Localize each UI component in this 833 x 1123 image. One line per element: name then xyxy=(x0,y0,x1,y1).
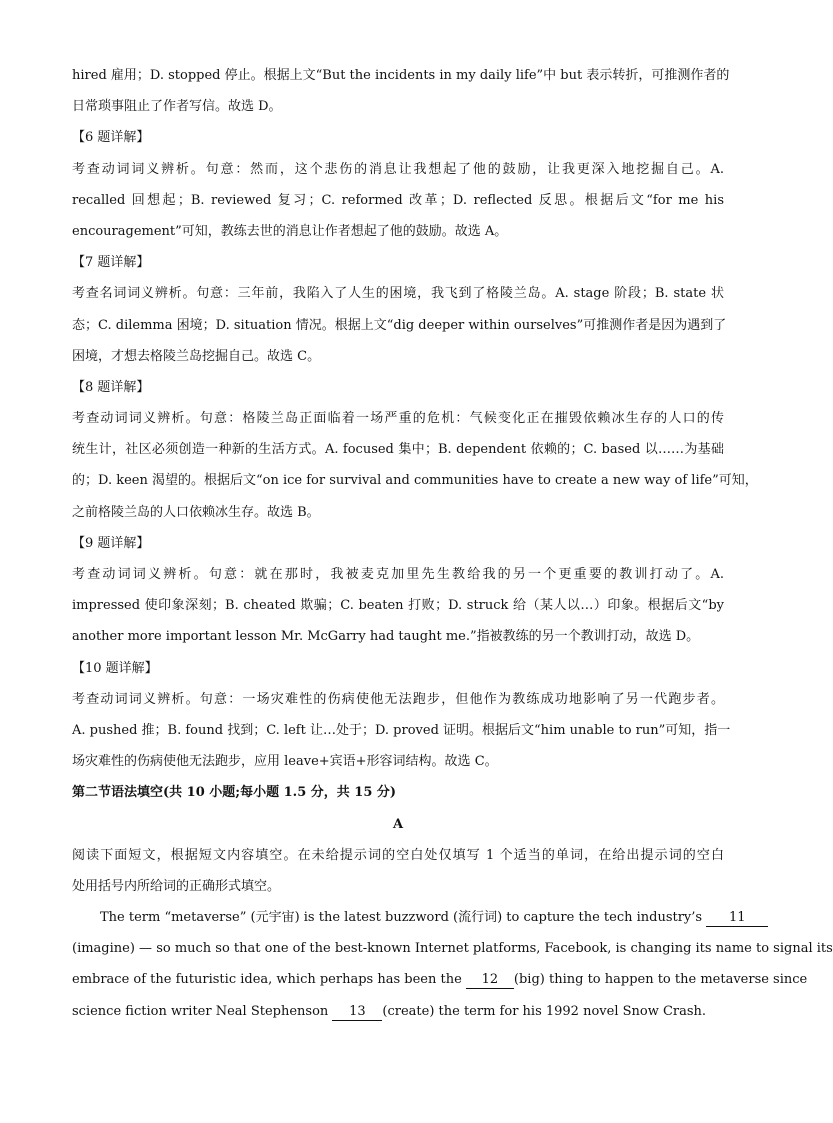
passage-line: (imagine) — so much so that one of the best-known Internet platforms, Facebook, is changing its name to signal its xyxy=(72,941,833,957)
section-title: 第二节语法填空(共 10 小题;每小题 1.5 分，共 15 分) xyxy=(72,785,397,801)
document-page xyxy=(72,60,833,1027)
q10-explanation-line: 考查动词词义辨析。句意：一场灾难性的伤病使他无法跑步，但他作为教练成功地影响了另一代跑步者。 xyxy=(72,691,724,707)
q10-explanation-line: 场灾难性的伤病使他无法跑步，应用 leave+宾语+形容词结构。故选 C。 xyxy=(72,754,498,770)
q10-heading: 【10 题详解】 xyxy=(72,660,158,676)
q6-heading: 【6 题详解】 xyxy=(72,130,150,146)
q5-explanation-line: 日常琐事阻止了作者写信。故选 D。 xyxy=(72,99,282,115)
q9-explanation-line: 考查动词词义辨析。句意：就在那时，我被麦克加里先生教给我的另一个更重要的教训打动了。A. xyxy=(72,567,724,582)
q8-heading: 【8 题详解】 xyxy=(72,379,150,395)
passage-line xyxy=(72,902,746,933)
q10-explanation-line: A. pushed 推；B. found 找到；C. left 让…处于；D. proved 证明。根据后文“him unable to run”可知，指一 xyxy=(72,722,731,738)
passage-line xyxy=(72,964,808,995)
passage-line xyxy=(72,996,724,1027)
blank-12: 12 xyxy=(466,972,514,989)
q6-explanation-line: encouragement”可知，教练去世的消息让作者想起了他的鼓励。故选 A。 xyxy=(72,223,508,239)
instructions-line: 阅读下面短文，根据短文内容填空。在未给提示词的空白处仅填写 1 个适当的单词，在给出提示词的空白 xyxy=(72,847,724,863)
passage-text: science fiction writer Neal Stephenson xyxy=(72,1003,333,1019)
q7-heading: 【7 题详解】 xyxy=(72,255,150,271)
passage-text: (create) the term for his 1992 novel Snow Crash. xyxy=(382,1003,707,1019)
passage-text: The term “metaverse” (元宇宙) is the latest buzzword (流行词) to capture the tech industry’s xyxy=(100,910,707,926)
q7-explanation-line: 态；C. dilemma 困境；D. situation 情况。根据上文“dig deeper within ourselves”可推测作者是因为遇到了 xyxy=(72,317,727,333)
q6-explanation-line: recalled 回想起；B. reviewed 复习；C. reformed 改革；D. reflected 反思。根据后文“for me his xyxy=(72,192,724,208)
part-label: A xyxy=(392,816,404,832)
q7-explanation-line: 考查名词词义辨析。句意：三年前，我陷入了人生的困境，我飞到了格陵兰岛。A. stage 阶段；B. state 状 xyxy=(72,286,724,302)
q5-explanation-line: hired 雇用；D. stopped 停止。根据上文“But the incidents in my daily life”中 but 表示转折，可推测作者的 xyxy=(72,68,730,83)
q8-explanation-line: 的；D. keen 渴望的。根据后文“on ice for survival and communities have to create a new way of life”可知， xyxy=(72,473,758,489)
q8-explanation-line: 之前格陵兰岛的人口依赖冰生存。故选 B。 xyxy=(72,504,320,520)
instructions-line: 处用括号内所给词的正确形式填空。 xyxy=(72,878,281,894)
q9-explanation-line: impressed 使印象深刻；B. cheated 欺骗；C. beaten 打败；D. struck 给（某人以…）印象。根据后文“by xyxy=(72,598,724,614)
passage-text: (big) thing to happen to the metaverse since xyxy=(513,972,808,988)
q9-explanation-line: another more important lesson Mr. McGarry had taught me.”指被教练的另一个教训打动，故选 D。 xyxy=(72,629,700,645)
q9-heading: 【9 题详解】 xyxy=(72,535,150,551)
passage-text: embrace of the futuristic idea, which perhaps has been the xyxy=(72,972,466,988)
q7-explanation-line: 困境，才想去格陵兰岛挖掘自己。故选 C。 xyxy=(72,348,321,364)
q8-explanation-line: 统生计，社区必须创造一种新的生活方式。A. focused 集中；B. dependent 依赖的；C. based 以……为基础 xyxy=(72,442,724,458)
q8-explanation-line: 考查动词词义辨析。句意：格陵兰岛正面临着一场严重的危机：气候变化正在摧毁依赖冰生存的人口的传 xyxy=(72,411,724,427)
blank-11: 11 xyxy=(706,910,768,927)
blank-13: 13 xyxy=(332,1004,382,1021)
q6-explanation-line: 考查动词词义辨析。句意：然而，这个悲伤的消息让我想起了他的鼓励，让我更深入地挖掘自己。A. xyxy=(72,161,724,177)
